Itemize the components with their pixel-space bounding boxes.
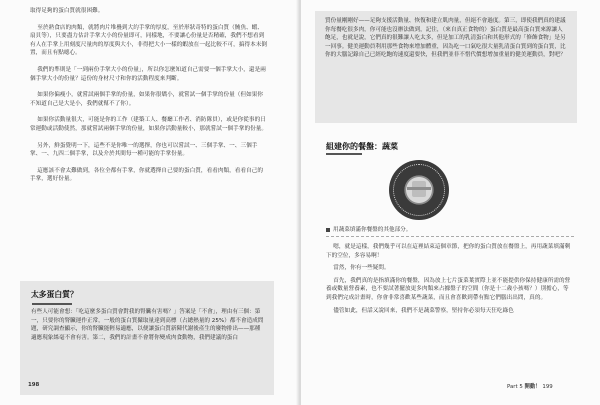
left-paragraph: 至於熟食店的肉類，就將肉片堆疊到大約手掌的厚度，至於形狀奇特的蛋白質（鮪魚、蝦、扇貝等），只要盡力估計手掌大小的份量即可，同樣地，不要讓心份量是否精確，我們不想看到有人在手掌上用刻度尺量肉的厚度與大小，非得把大小一樣的蝦放在一起比較不可，搞得本末倒置，而且有點噁心。 (30, 24, 268, 57)
left-body-text (30, 7, 268, 184)
guideline-text: 用蔬菜填滿你餐盤的其他部分。 (333, 227, 412, 233)
right-paragraph: 嗯，就是這樣，我們幾乎可以在這裡結束這個章節，把你的蛋白質放在餐盤上，再用蔬菜填滿剩下的空位，多容易啊！ (326, 244, 571, 259)
folio-part: Part 5 (507, 384, 523, 390)
right-body-text (326, 243, 574, 315)
sidebar-body: 有些人可能會想：「吃這麼多蛋白質會對我的腎臟有害嗎？」答案是「不會」，理由有三個：第一，只要你的腎臟運作正常，一般的蛋白質攝取量達到高標（占總熱量的 25%）都不會造成問題，研究調查顯示，你的腎臟能輕易適應，以便讓蛋白質新陳代謝後產生的廢物排出——那種適應現象絲毫不會有害。第二，我們的計畫不會將你變成肉食動物，我們建議的蛋白 (31, 309, 264, 341)
right-folio (507, 382, 553, 390)
continued-sidebar (315, 11, 577, 123)
left-paragraph: 如果你活動量很大，可能是你的工作（建築工人、餐廳工作者、消防隊員），或是你從事的日常運動或活動使然，那就嘗試兩個手掌的份量，如果你活動量較小，那就嘗試一個手掌的份量。 (30, 117, 268, 132)
right-paragraph: 首先，我們真的是指填滿你的餐盤，因為放上七片蛋菜葉實際上並不能提供你保持健康所需的營養或數量營養素，也不要試著擺放更多肉類來占據盤子的空間（你是十二歲小孩嗎？）別擔心，等到我們完成計畫時，你會非常喜歡某些蔬菜，而且會喜歡到帶有點它們腦出出問，真的。 (326, 277, 571, 301)
left-paragraph: 取得足夠的蛋白質就很困難。 (30, 8, 104, 14)
right-paragraph: 儘管如此，但話又說回來，我們不是蔬菜警察，堅持你必須每天狂吃綠色 (333, 307, 514, 314)
guideline-divider (326, 236, 574, 237)
vegetable-plate-icon (389, 160, 449, 220)
sidebar-title: 太多蛋白質？ (31, 290, 78, 299)
folio-section: 開動！ (524, 384, 541, 390)
section-rule (326, 153, 362, 155)
protein-sidebar (20, 281, 274, 395)
left-paragraph: 如果你偏瘦小，就嘗試兩個手掌的份量，如果你很矯小，就嘗試一個手掌的份量（但如果你不知道自己是大是小，我們就幫不了你）。 (30, 92, 264, 107)
left-page (0, 0, 299, 405)
section-title: 組建你的餐盤：蔬菜 (326, 142, 398, 151)
guideline-bullet (326, 225, 411, 233)
bullet-square-icon (326, 228, 330, 232)
vegetable-figure-icon (412, 181, 426, 197)
right-page-number: 199 (542, 384, 553, 390)
left-page-number: 198 (28, 382, 40, 388)
sidebar-rule (32, 303, 72, 305)
continued-sidebar-body: 質份量剛剛好——足夠支援活動量、恢復和建立肌肉量，但絕不會過度。第三，即使我們真的建議你每餐吃很多肉，你可能也沒辦法做到，記住，（來自真正食物的）蛋白質是最高蛋白質來源讓人飽足，也就是說，它們真的很難讓人吃太多，但是加工的乳清蛋白和其他形式的「修飾食物」是另一回事。健美運動員利用那些食物來增加體重，因為吃一口氣吃很大量乳清蛋白質到的蛋白質，比你的大腦記錄自己已經吃飽的速度還要快，但我們並非不惜代價想增加重量的健美運動員，對吧？ (325, 18, 566, 59)
right-paragraph: 當然，你有一些疑問。 (333, 265, 390, 272)
left-paragraph: 我們的準則是「一到兩份手掌大小的份量」，所以你怎麼知道自己需要一個手掌大小，還是兩個手掌大小的份量？這份的身材尺寸和你的活動程度來判斷。 (30, 66, 266, 82)
left-paragraph: 這應該不會太難做到，各位全都有手掌，你就選擇自己要的蛋白質，看看肉類，看看自己的手掌，選好份量。 (30, 167, 264, 183)
left-paragraph: 另外，鮮蛋覺明一下，這些不是你唯一的選擇，你也可以嘗試一、三個手掌、一、三個手掌、一、九四二個手掌，以及介於其間每一種可能的手掌份量。 (30, 142, 258, 158)
